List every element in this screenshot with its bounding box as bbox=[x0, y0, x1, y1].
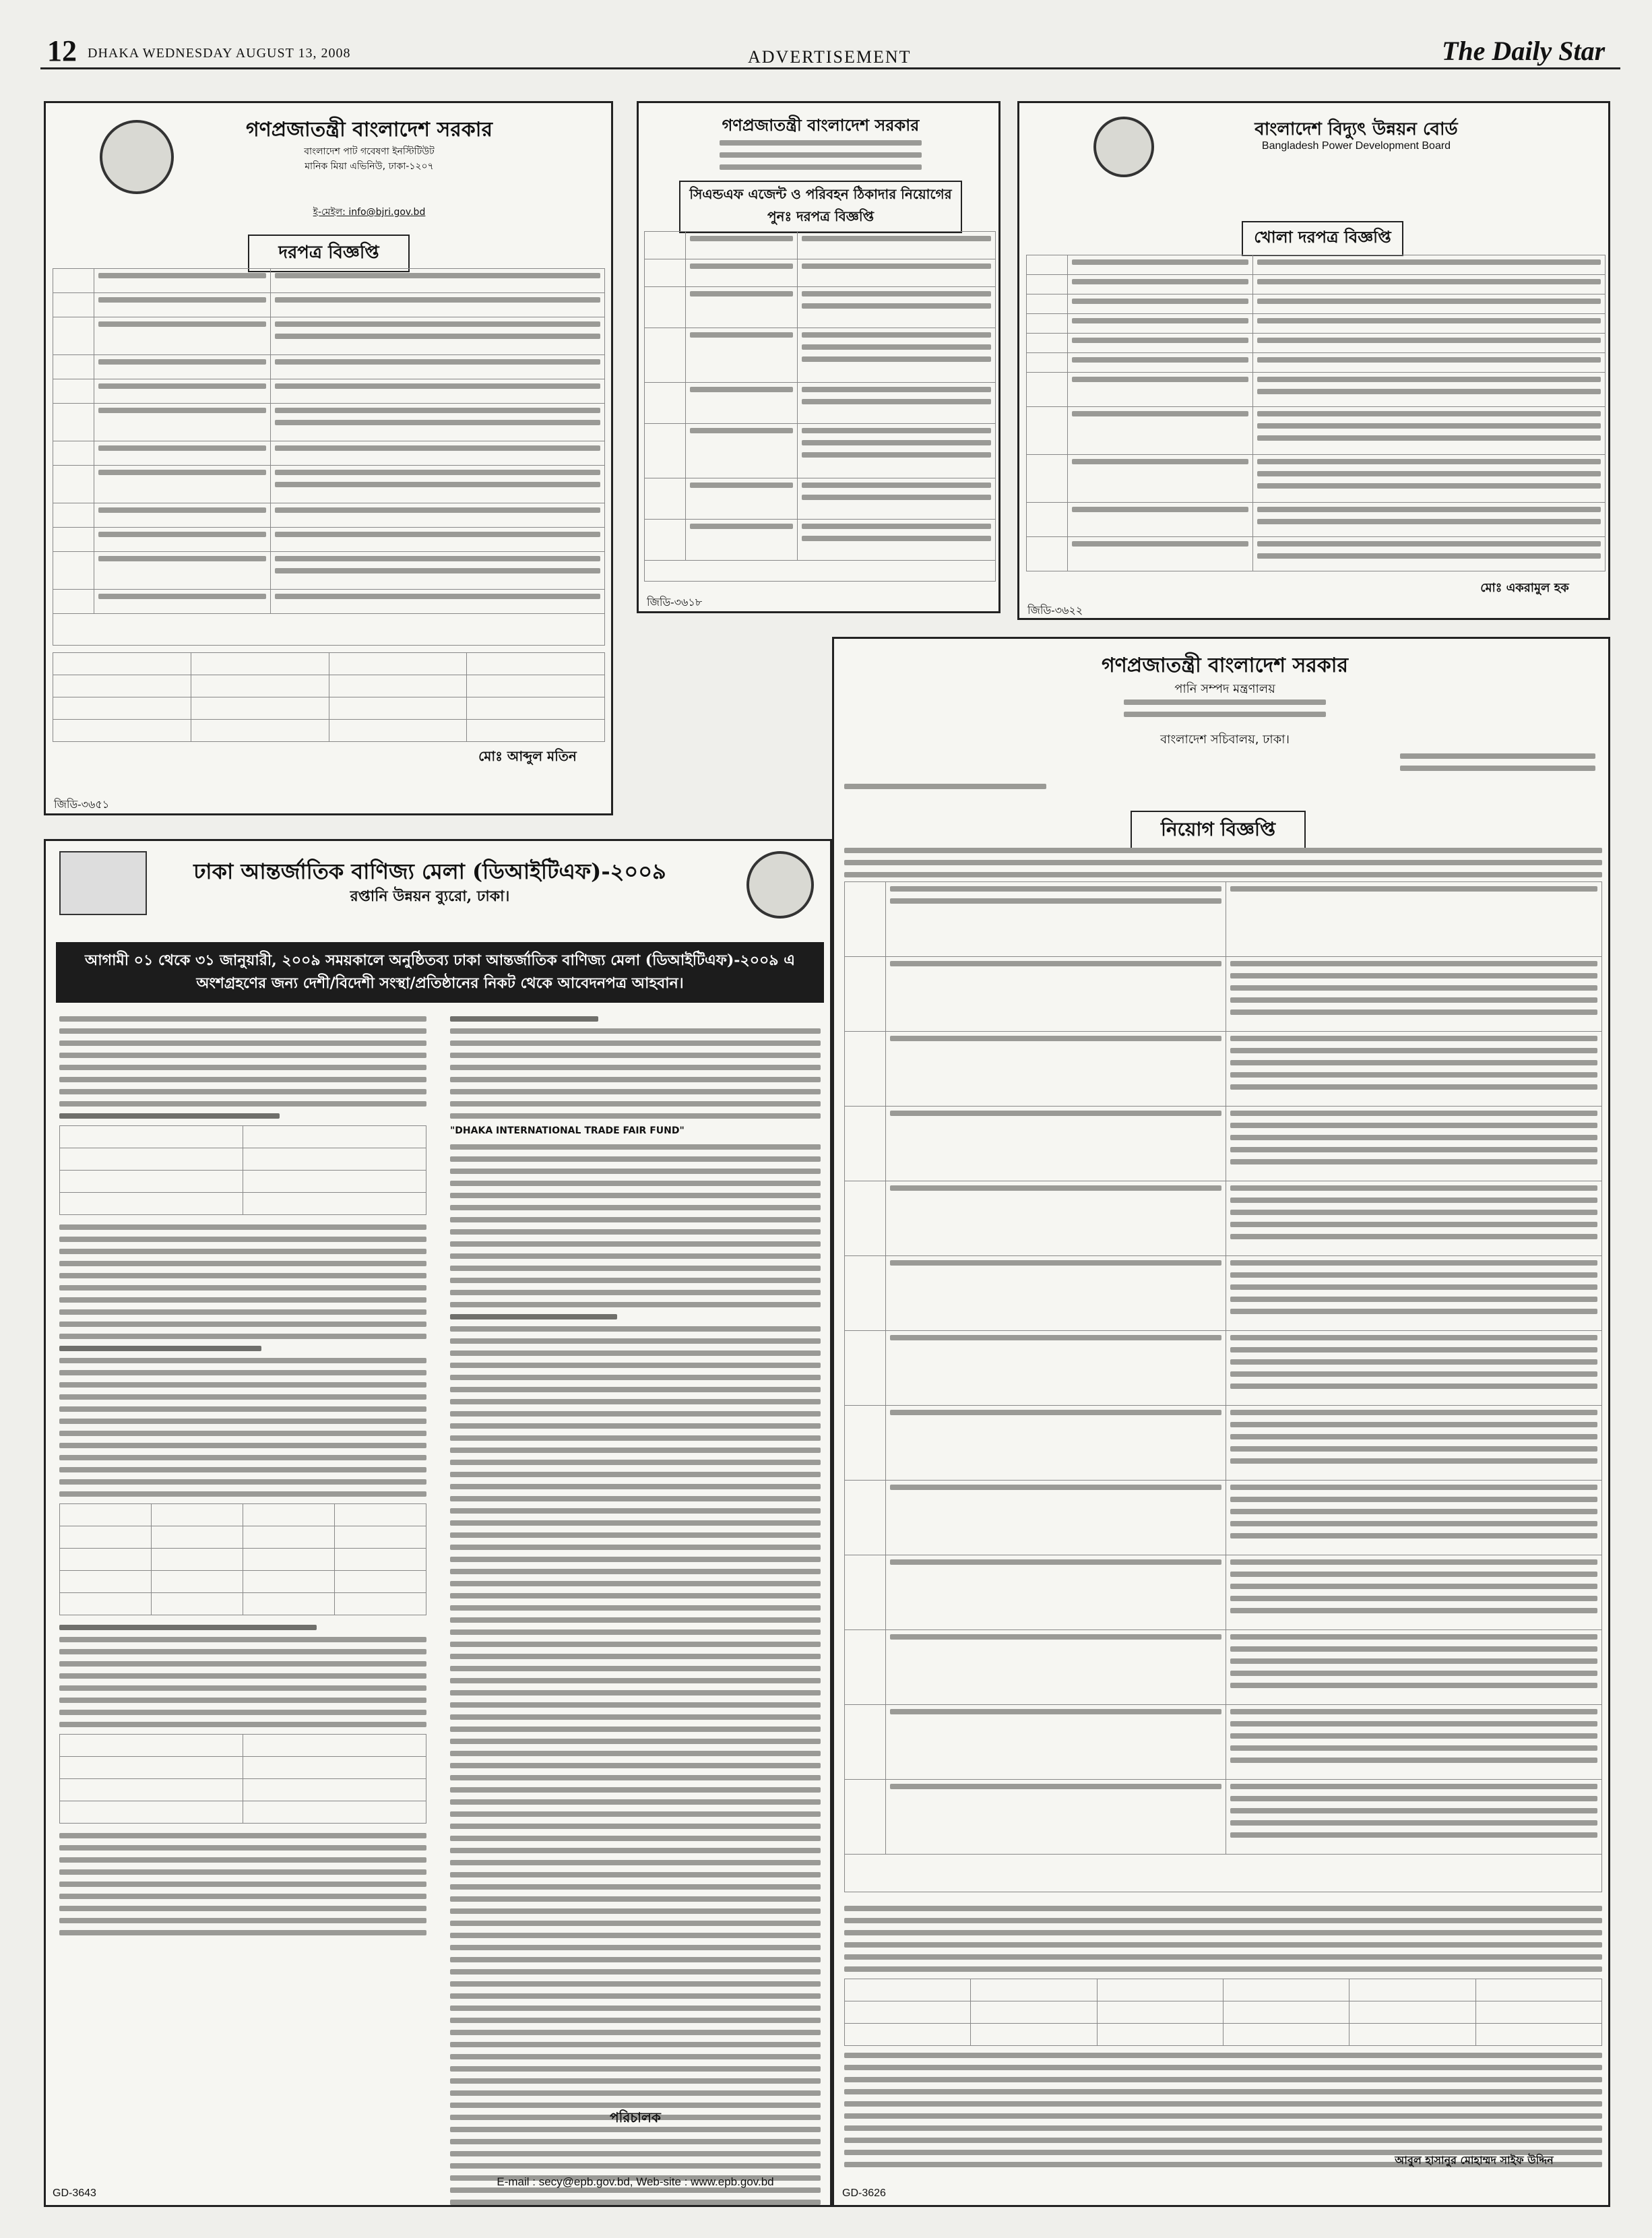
ad4-headline: আগামী ০১ থেকে ৩১ জানুয়ারী, ২০০৯ সময়কালে অনুষ্ঠিতব্য ঢাকা আন্তর্জাতিক বাণিজ্য মেলা (ডিআইটিএফ)-২০০৯ এ অংশগ্রহণের জন্য দেশী/বিদেশী সংস্থা/প্রতিষ্ঠানের নিকট থেকে আবেদনপত্র আহবান। bbox=[56, 942, 824, 1003]
ad4-left-column bbox=[59, 1016, 426, 2108]
ad2-banner: সিএন্ডএফ এজেন্ট ও পরিবহন ঠিকাদার নিয়োগের পুনঃ দরপত্র বিজ্ঞপ্তি bbox=[679, 181, 962, 233]
ad4-fund-name: "DHAKA INTERNATIONAL TRADE FAIR FUND" bbox=[450, 1125, 685, 1136]
ad1-email[interactable]: ই-মেইল: info@bjri.gov.bd bbox=[313, 207, 426, 218]
ad3-signatory: মোঃ একরামুল হক bbox=[1480, 581, 1569, 595]
ad5-conditions bbox=[844, 1906, 1602, 2174]
ad5-code: GD-3626 bbox=[842, 2187, 886, 2199]
government-seal-icon bbox=[100, 120, 174, 194]
recruitment-ad bbox=[832, 637, 1610, 2207]
ad5-address bbox=[1124, 700, 1326, 724]
bpdb-tender-ad bbox=[1017, 101, 1610, 620]
ad5-date bbox=[1400, 753, 1595, 778]
ad5-secretariat: বাংলাদেশ সচিবালয়, ঢাকা। bbox=[1160, 733, 1290, 747]
ad4-right-column bbox=[450, 1016, 821, 2041]
trade-fair-ad bbox=[44, 839, 832, 2207]
ad4-contact[interactable]: E-mail : secy@epb.gov.bd, Web-site : www.epb.gov.bd bbox=[497, 2175, 774, 2188]
ad2-address bbox=[720, 140, 922, 177]
bjri-tender-ad bbox=[44, 101, 613, 815]
ad1-notice-title: দরপত্র বিজ্ঞপ্তি bbox=[248, 235, 410, 272]
ad1-org: বাংলাদেশ পাট গবেষণা ইনস্টিটিউট bbox=[304, 146, 435, 157]
ad1-signatory: মোঃ আব্দুল মতিন bbox=[478, 748, 577, 764]
ad1-tender-table bbox=[53, 268, 605, 646]
ad5-ministry: পানি সম্পদ মন্ত্রণালয় bbox=[1174, 682, 1275, 696]
ad3-subtitle: Bangladesh Power Development Board bbox=[1261, 140, 1451, 152]
ad5-post-table bbox=[844, 881, 1602, 1892]
ad4-director: পরিচালক bbox=[610, 2109, 661, 2125]
page-date: DHAKA WEDNESDAY AUGUST 13, 2008 bbox=[88, 46, 351, 61]
ad5-ref bbox=[844, 784, 1046, 796]
page-number: 12 bbox=[47, 34, 77, 67]
ad1-code: জিডি-৩৬৫১ bbox=[54, 799, 110, 811]
ad4-title: ঢাকা আন্তর্জাতিক বাণিজ্য মেলা (ডিআইটিএফ)-২০০৯ bbox=[193, 859, 666, 884]
ad1-address: মানিক মিয়া এভিনিউ, ঢাকা-১২০৭ bbox=[305, 161, 434, 172]
ad5-notice-title: নিয়োগ বিজ্ঞপ্তি bbox=[1131, 811, 1306, 850]
section-title: ADVERTISEMENT bbox=[748, 47, 912, 67]
paper-logo: The Daily Star bbox=[1442, 36, 1606, 66]
ad3-notice-title: খোলা দরপত্র বিজ্ঞপ্তি bbox=[1242, 221, 1403, 256]
ad2-title: গণপ্রজাতন্ত্রী বাংলাদেশ সরকার bbox=[722, 115, 920, 135]
epb-logo-icon bbox=[746, 851, 814, 919]
masthead-rule bbox=[40, 67, 1620, 69]
ad2-table bbox=[644, 231, 996, 582]
trade-fair-logo-icon bbox=[59, 851, 147, 915]
ad5-intro bbox=[844, 848, 1602, 884]
cnf-agent-ad bbox=[637, 101, 1000, 613]
ad5-signatory: আবুল হাসানুর মোহাম্মদ সাইফ উদ্দিন bbox=[1395, 2154, 1554, 2167]
masthead bbox=[0, 0, 1652, 94]
ad1-title: গণপ্রজাতন্ত্রী বাংলাদেশ সরকার bbox=[246, 118, 493, 142]
ad1-lot-table bbox=[53, 652, 605, 740]
ad3-code: জিডি-৩৬২২ bbox=[1027, 605, 1083, 617]
ad3-table bbox=[1026, 255, 1606, 571]
ad4-subtitle: রপ্তানি উন্নয়ন ব্যুরো, ঢাকা। bbox=[350, 888, 510, 905]
ad4-code: GD-3643 bbox=[53, 2187, 96, 2199]
ad5-title: গণপ্রজাতন্ত্রী বাংলাদেশ সরকার bbox=[1102, 654, 1348, 677]
ad2-code: জিডি-৩৬১৮ bbox=[647, 597, 703, 609]
ad3-title: বাংলাদেশ বিদ্যুৎ উন্নয়ন বোর্ড bbox=[1254, 119, 1458, 139]
bpdb-logo-icon bbox=[1093, 117, 1154, 177]
